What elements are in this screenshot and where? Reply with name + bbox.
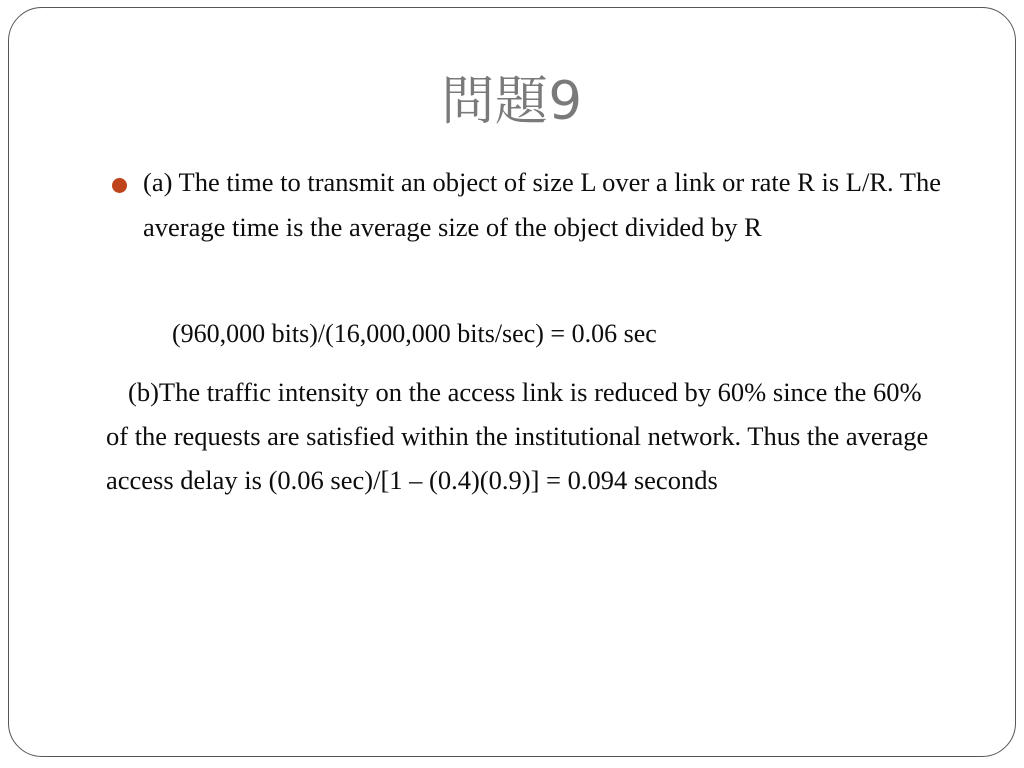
page-title: 問題9 bbox=[441, 71, 583, 132]
bullet-item-a bbox=[0, 160, 1024, 250]
round-bullet-icon bbox=[112, 178, 127, 193]
paragraph-b-text: (b)The traffic intensity on the access link is reduced by 60% since the 60% of the requests are satisfied within the institutional network. Thus the average access delay is (0.06 sec)/[1 – (0.4)(0.9)] = 0.094 seconds bbox=[106, 377, 929, 495]
slide-body bbox=[0, 160, 1024, 502]
equation-line: (960,000 bits)/(16,000,000 bits/sec) = 0.06 sec bbox=[172, 319, 657, 348]
bullet-item-a-text: (a) The time to transmit an object of size L over a link or rate R is L/R. The average time is the average size of the object divided by R bbox=[143, 167, 941, 242]
